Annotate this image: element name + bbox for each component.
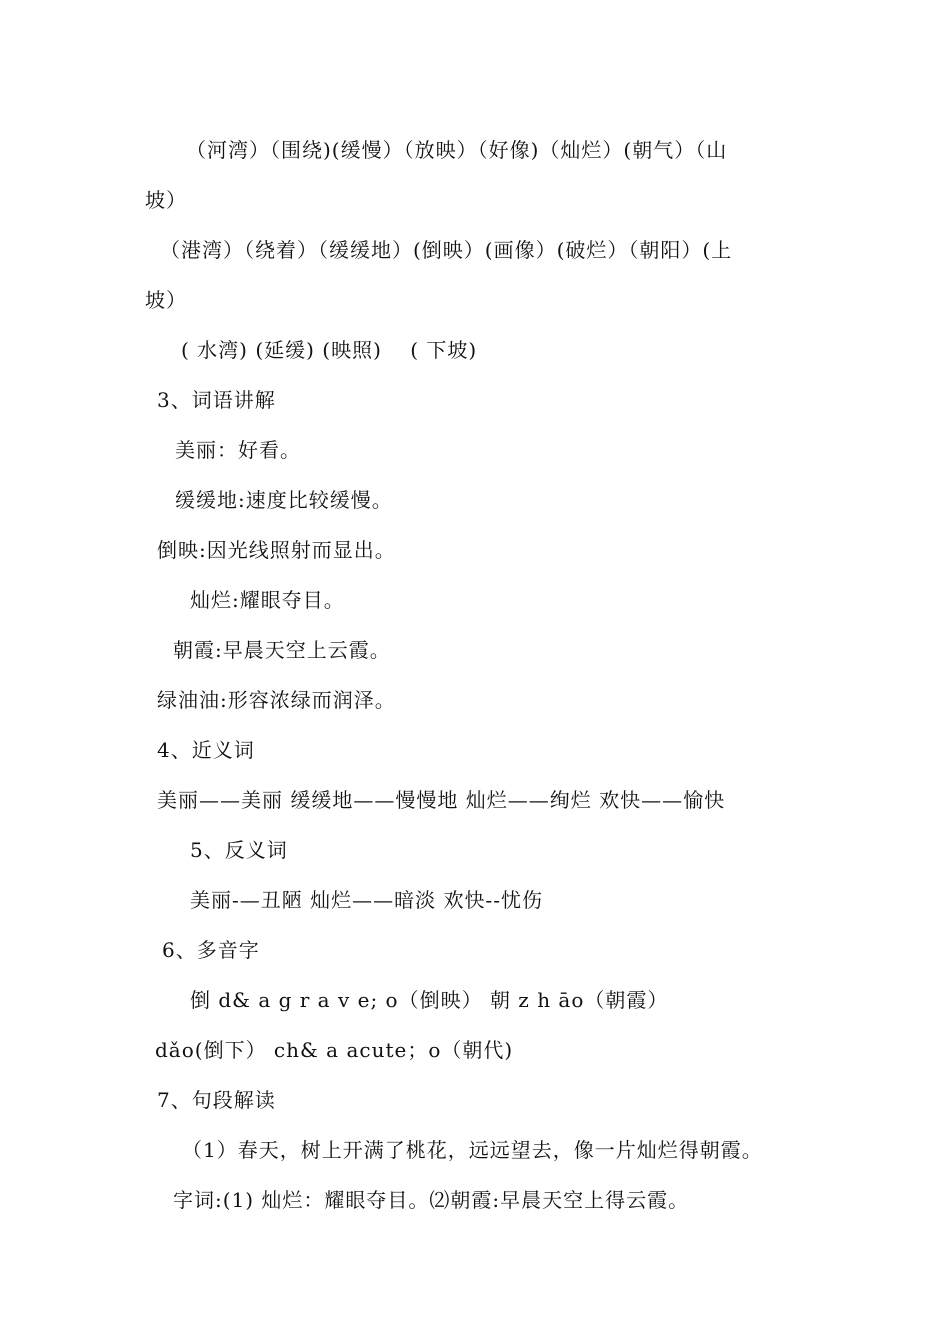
vocab-row-2: （港湾）（绕着）（缓缓地）(倒映）(画像）(破烂）（朝阳）(上 (160, 238, 733, 262)
section-heading-6: 6、多音字 (162, 938, 260, 962)
vocab-row-2-cont: 坡） (145, 288, 187, 312)
vocab-row-1: （河湾）（围绕)(缓慢）（放映）（好像)（灿烂）(朝气）（山 (186, 138, 728, 162)
definition-2: 缓缓地:速度比较缓慢。 (175, 488, 393, 512)
section-heading-5: 5、反义词 (190, 838, 288, 862)
synonym-list: 美丽——美丽 缓缓地——慢慢地 灿烂——绚烂 欢快——愉快 (157, 788, 726, 812)
definition-3: 倒映:因光线照射而显出。 (157, 538, 396, 562)
definition-5: 朝霞:早晨天空上云霞。 (173, 638, 391, 662)
polyphone-line-2: dǎo(倒下） ch& a acute；o（朝代) (155, 1038, 514, 1062)
section-heading-7: 7、句段解读 (157, 1088, 276, 1112)
section-heading-4: 4、近义词 (157, 738, 255, 762)
vocab-row-3: ( 水湾) (延缓) (映照) ( 下坡) (181, 338, 478, 362)
passage-vocab-notes: 字词:(1) 灿烂：耀眼夺目。⑵朝霞:早晨天空上得云霞。 (173, 1188, 690, 1212)
definition-1: 美丽：好看。 (175, 438, 301, 462)
section-heading-3: 3、词语讲解 (157, 388, 276, 412)
antonym-list: 美丽-—丑陋 灿烂——暗淡 欢快--忧伤 (190, 888, 543, 912)
definition-4: 灿烂:耀眼夺目。 (190, 588, 345, 612)
vocab-row-1-cont: 坡） (145, 188, 187, 212)
polyphone-line-1: 倒 d& a g r a v e; o（倒映） 朝 z h āo（朝霞） (190, 988, 669, 1012)
passage-sentence: （1）春天，树上开满了桃花，远远望去，像一片灿烂得朝霞。 (182, 1138, 763, 1162)
definition-6: 绿油油:形容浓绿而润泽。 (157, 688, 396, 712)
